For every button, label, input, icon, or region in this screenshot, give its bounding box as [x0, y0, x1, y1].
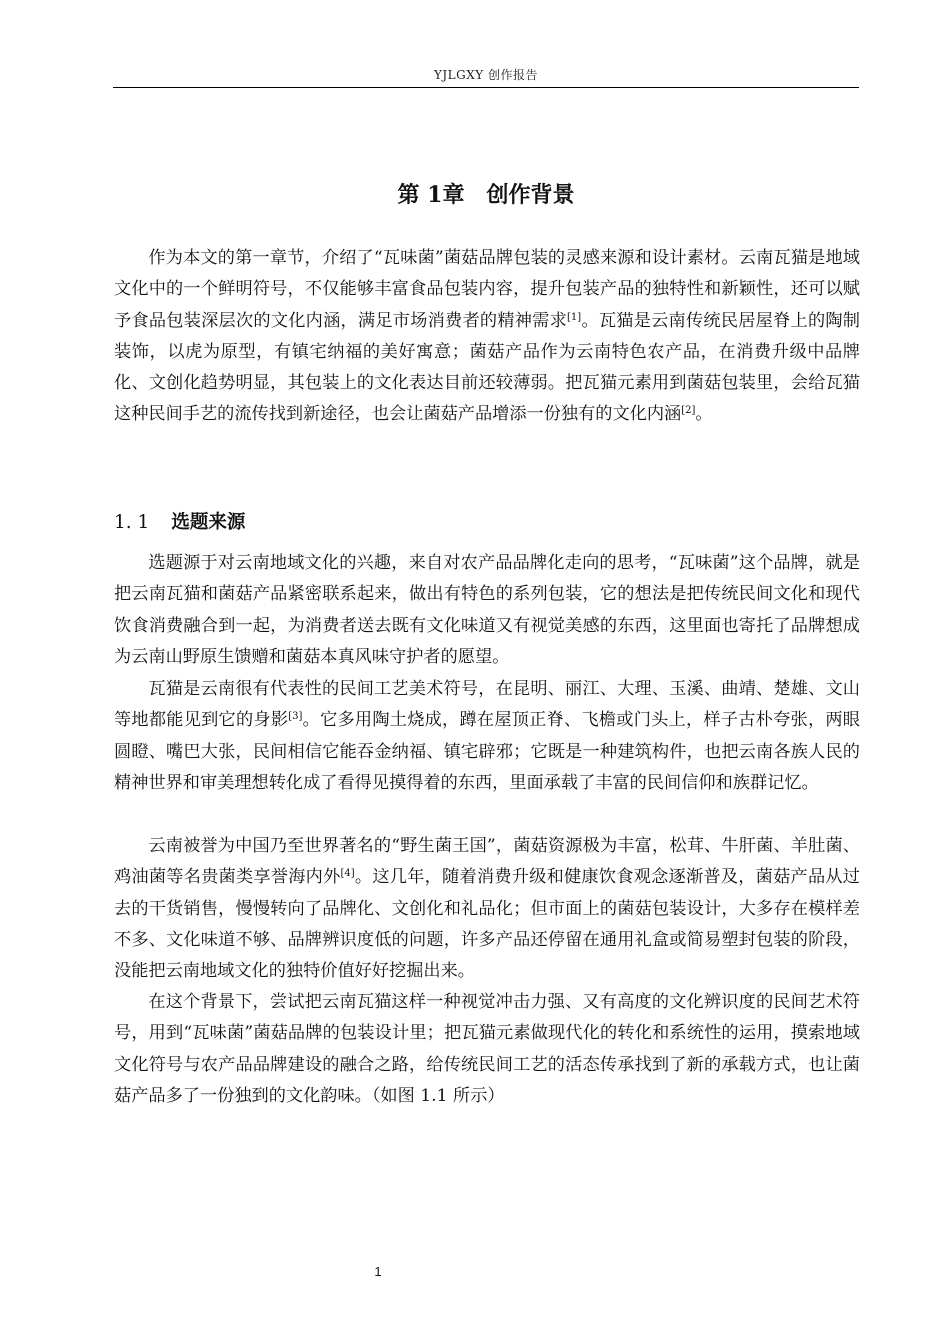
- section-number: 1. 1: [114, 512, 150, 533]
- citation-2: [2]: [681, 405, 696, 417]
- intro-text-2: 。瓦猫是云南传统民居屋脊上的陶制装饰，以虎为原型，有镇宅纳福的美好寓意；菌菇产品作为云南特色农产品，在消费升级中品牌化、文创化趋势明显，其包装上的文化表达目前还较薄弱。把瓦猫元素用到菌菇包装里，会给瓦猫这种民间手艺的流传找到新途径，也会让菌菇产品增添一份独有的文化内涵: [114, 310, 860, 425]
- citation-1: [1]: [567, 311, 582, 323]
- chapter-title: [113, 178, 859, 209]
- running-header: YJLGXY 创作报告: [433, 68, 539, 82]
- p2-text-1: 瓦猫是云南很有代表性的民间工艺美术符号，在昆明、丽江、大理、玉溪、曲靖、楚雄、文山等地都能见到它的身影: [114, 679, 860, 731]
- body-paragraph-1: 选题源于对云南地域文化的兴趣，来自对农产品品牌化走向的思考，“瓦味菌”这个品牌，就是把云南瓦猫和菌菇产品紧密联系起来，做出有特色的系列包装，它的想法是把传统民间文化和现代饮食消费融合到一起，为消费者送去既有文化味道又有视觉美感的东西，这里面也寄托了品牌想成为云南山野原生馈赠和菌菇本真风味守护者的愿望。: [114, 553, 860, 667]
- p2-text-2: 。它多用陶土烧成，蹲在屋顶正脊、飞檐或门头上，样子古朴夸张，两眼圆瞪、嘴巴大张，民间相信它能吞金纳福、镇宅辟邪；它既是一种建筑构件，也把云南各族人民的精神世界和审美理想转化成了看得见摸得着的东西，里面承载了丰富的民间信仰和族群记忆。: [114, 710, 860, 793]
- body-paragraph-4: 在这个背景下，尝试把云南瓦猫这样一种视觉冲击力强、又有高度的文化辨识度的民间艺术符号，用到“瓦味菌”菌菇品牌的包装设计里；把瓦猫元素做现代化的转化和系统性的运用，摸索地域文化符号与农产品品牌建设的融合之路，给传统民间工艺的活态传承找到了新的承载方式，也让菌菇产品多了一份独到的文化韵味。（如图 1.1 所示）: [114, 992, 860, 1106]
- intro-text-1: 作为本文的第一章节，介绍了“瓦味菌”菌菇品牌包装的灵感来源和设计素材。云南瓦猫是地域文化中的一个鲜明符号，不仅能够丰富食品包装内容，提升包装产品的独特性和新颖性，还可以赋予食品包装深层次的文化内涵，满足市场消费者的精神需求: [114, 248, 860, 331]
- body-paragraph-3: [114, 831, 860, 987]
- p3-text-2: 。这几年，随着消费升级和健康饮食观念逐渐普及，菌菇产品从过去的干货销售，慢慢转向了品牌化、文创化和礼品化；但市面上的菌菇包装设计，大多存在模样差不多、文化味道不够、品牌辨识度低的问题，许多产品还停留在通用礼盒或简易塑封包装的阶段，没能把云南地域文化的独特价值好好挖掘出来。: [114, 867, 860, 982]
- section-heading: [114, 508, 245, 534]
- intro-text-3: 。: [695, 404, 713, 425]
- page-number: 1: [374, 1264, 382, 1279]
- section-title: 选题来源: [171, 512, 246, 533]
- citation-3: [3]: [288, 711, 303, 723]
- header-rule: [113, 87, 859, 88]
- intro-paragraph: [114, 243, 860, 431]
- chapter-label: 第 1章: [397, 182, 465, 208]
- p3-text-1: 云南被誉为中国乃至世界著名的“野生菌王国”，菌菇资源极为丰富，松茸、牛肝菌、羊肚菌、鸡油菌等名贵菌类享誉海内外: [114, 836, 860, 888]
- citation-4: [4]: [340, 868, 355, 880]
- chapter-name: 创作背景: [486, 182, 575, 208]
- body-paragraph-2: [114, 674, 860, 799]
